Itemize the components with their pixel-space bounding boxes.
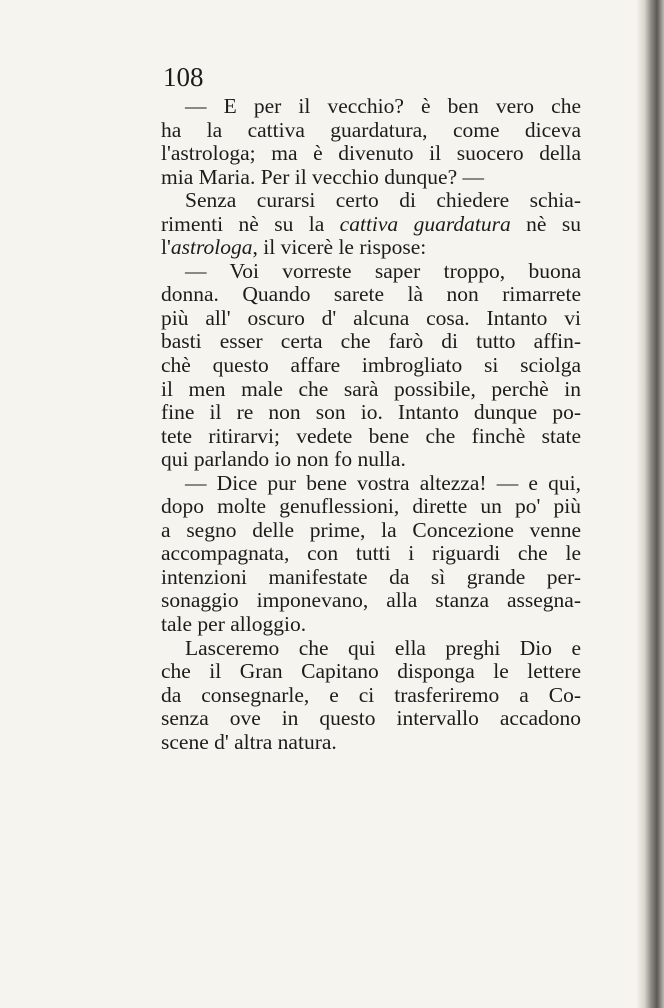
- text-line: donna. Quando sarete là non rimarrete: [161, 282, 581, 307]
- text-line: rimenti nè su la cattiva guardatura nè su: [161, 211, 581, 236]
- text-line: dopo molte genuflessioni, dirette un po' più: [161, 494, 581, 519]
- text-line: l'astrologa; ma è divenuto il suocero della: [161, 141, 581, 166]
- text-line: scene d' altra natura.: [161, 729, 337, 754]
- text-line: l'astrologa, il vicerè le rispose:: [161, 235, 427, 260]
- text-line: qui parlando io non fo nulla.: [161, 447, 406, 472]
- text-line: — Voi vorreste saper troppo, buona: [185, 258, 581, 283]
- text-line: ha la cattiva guardatura, come diceva: [161, 117, 581, 142]
- text-line: fine il re non son io. Intanto dunque po-: [161, 400, 581, 425]
- body-text: [161, 95, 581, 754]
- text-line: che il Gran Capitano disponga le lettere: [161, 659, 581, 684]
- text-line: mia Maria. Per il vecchio dunque? —: [161, 164, 484, 189]
- text-line: tale per alloggio.: [161, 612, 307, 637]
- text-line: accompagnata, con tutti i riguardi che le: [161, 541, 581, 566]
- text-line: basti esser certa che farò di tutto affin-: [161, 329, 581, 354]
- text-line: sonaggio imponevano, alla stanza assegna-: [161, 588, 581, 613]
- text-line: — E per il vecchio? è ben vero che: [185, 94, 581, 118]
- text-line: a segno delle prime, la Concezione venne: [161, 517, 581, 542]
- text-line: Lasceremo che qui ella preghi Dio e: [185, 635, 581, 660]
- text-line: tete ritirarvi; vedete bene che finchè state: [161, 423, 581, 448]
- italic-term: cattiva guardatura: [339, 211, 511, 236]
- text-line: — Dice pur bene vostra altezza! — e qui,: [185, 470, 581, 495]
- text-line: senza ove in questo intervallo accadono: [161, 706, 581, 731]
- book-binding-edge: [636, 0, 664, 1008]
- text-line: il men male che sarà possibile, perchè in: [161, 376, 581, 401]
- text-line: da consegnarle, e ci trasferiremo a Co-: [161, 682, 581, 707]
- text-line: Senza curarsi certo di chiedere schia-: [185, 188, 581, 213]
- text-line: più all' oscuro d' alcuna cosa. Intanto vi: [161, 305, 581, 330]
- text-line: chè questo affare imbrogliato si sciolga: [161, 353, 581, 378]
- italic-term: astrologa: [170, 235, 253, 260]
- text-line: intenzioni manifestate da sì grande per-: [161, 564, 581, 589]
- page-number: 108: [163, 62, 204, 92]
